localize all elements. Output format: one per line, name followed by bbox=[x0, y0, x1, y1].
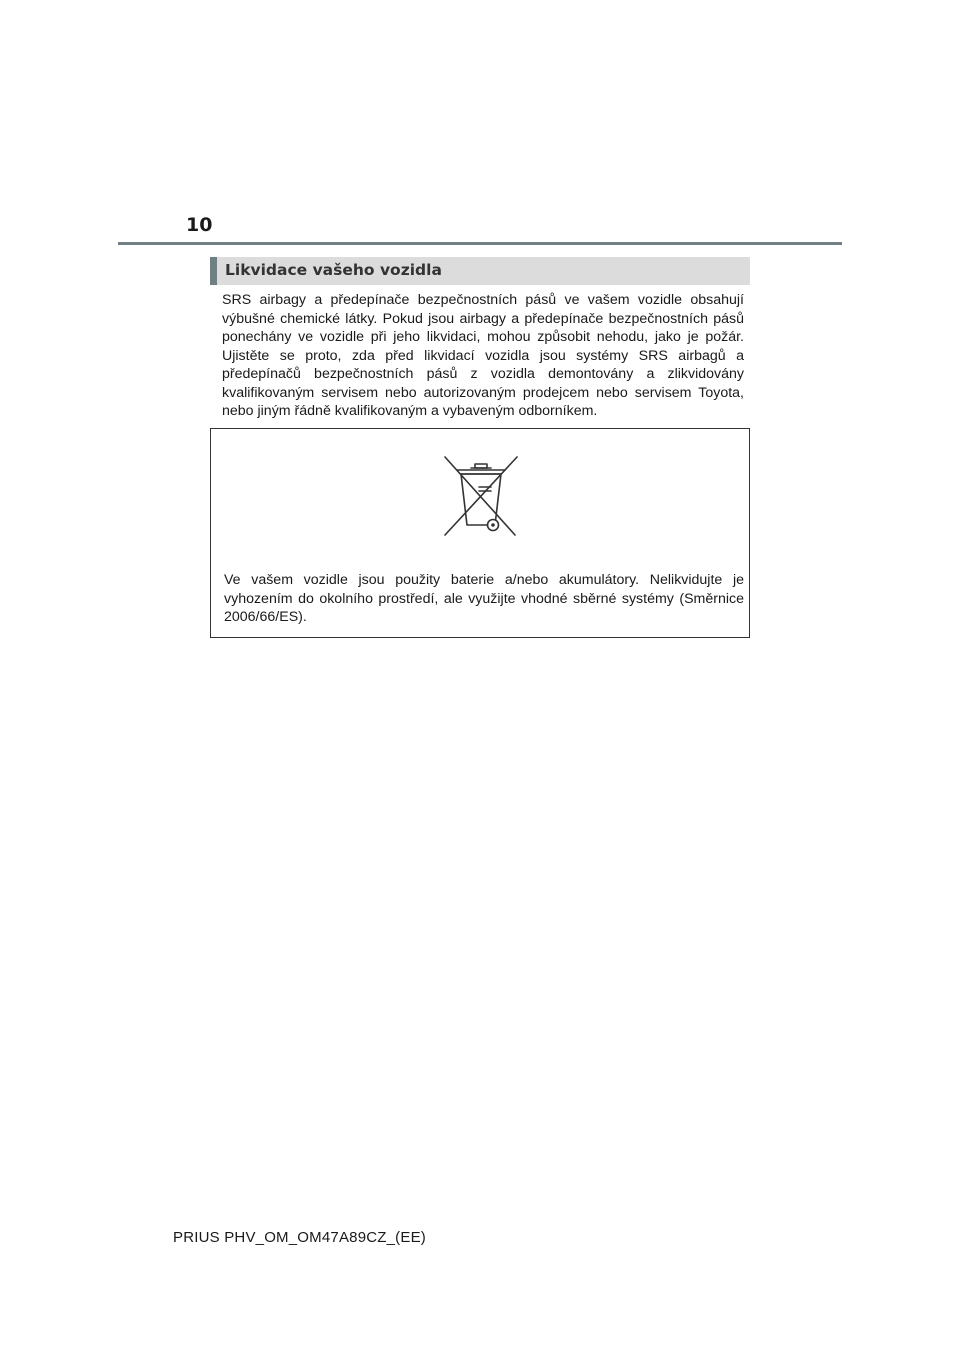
section-heading-text: Likvidace vašeho vozidla bbox=[225, 261, 442, 279]
header-rule bbox=[118, 242, 842, 245]
battery-notice-text: Ve vašem vozidle jsou použity baterie a/nebo akumulátory. Nelikvidujte je vyhozením do okolního prostředí, ale využijte vhodné sběrné systémy (Směrnice 2006/66/ES). bbox=[224, 572, 744, 625]
section-body-text: SRS airbagy a předepínače bezpečnostních pásů ve vašem vozidle obsahují výbušné chemické látky. Pokud jsou airbagy a předepínače bezpečnostních pásů ponechány ve vozidle při jeho likvidaci, mohou způsobit nehodu, jako je požár. Ujistěte se proto, zda před likvidací vozidla jsou systémy SRS airbagů a předepínačů bezpečnostních pásů z vozidla demontovány a zlikvidovány kvalifikovaným servisem nebo autorizovaným prodejcem nebo servisem Toyota, nebo jiným řádně kvalifikovaným a vybaveným odborníkem. bbox=[222, 292, 744, 419]
section-heading bbox=[210, 257, 750, 285]
footer-document-code: PRIUS PHV_OM_OM47A89CZ_(EE) bbox=[173, 1229, 426, 1246]
battery-notice-box bbox=[210, 428, 750, 638]
page-number: 10 bbox=[186, 214, 213, 236]
crossed-out-wheelie-bin-icon bbox=[439, 455, 523, 541]
